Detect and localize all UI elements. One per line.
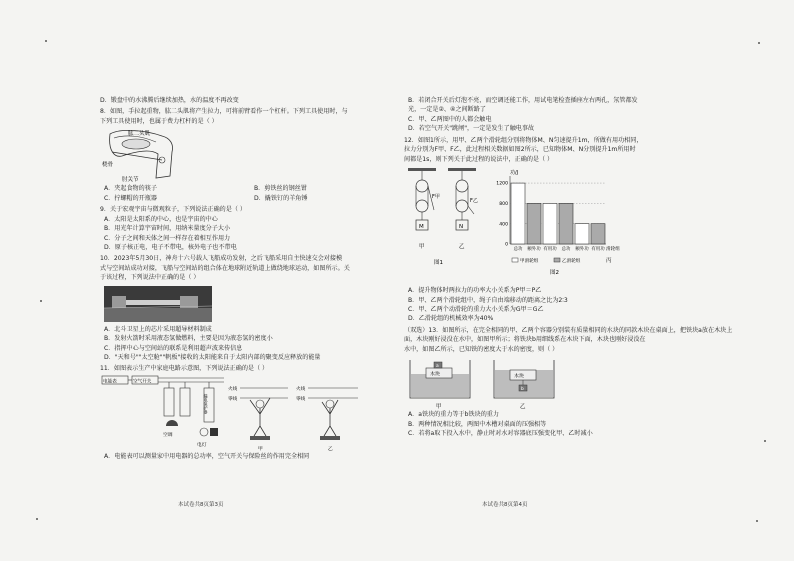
air-switch-label: 空气开关 xyxy=(133,379,152,385)
q9-option-c[interactable]: C．分子之间和天体之间一样存在着相互作用力 xyxy=(104,234,231,242)
chart-y-tick-label: 800 xyxy=(499,202,508,208)
q10-stem: 10．2023年5月30日，神舟十六号载人飞船成功发射，之后飞船采用自主快速交会对接模 xyxy=(100,255,343,263)
q10-option-d[interactable]: D．"天和号""太空舱""帆板"接收的太阳能来自于太阳内部的聚变反应释放的能量 xyxy=(104,354,321,361)
q8-option-b[interactable]: B．剪铁丝的钢丝钳 xyxy=(254,185,307,193)
label-elbow: 肘关节 xyxy=(122,177,139,184)
block-m-label: M xyxy=(419,224,424,231)
wood-label-jia: 木块 xyxy=(430,371,441,378)
iron-b-label: b xyxy=(521,387,524,393)
q12-stem-3: 间都是1s，则下列关于此过程的说法中，正确的是（ ） xyxy=(404,155,554,163)
q11-option-b[interactable]: B．若闭合开关后灯泡不亮，而空调还能工作，用试电笔检查插座左右两孔，氖管都发 xyxy=(408,97,638,104)
legend-swatch-yi xyxy=(554,258,560,262)
chart-bar xyxy=(543,203,557,244)
chart-x-suffix: 滑轮组 xyxy=(606,247,620,253)
q11-stem: 11．如图表示生产中家庭电路示意图，下列说法正确的是（ ） xyxy=(100,365,269,373)
meter-label: 电能表 xyxy=(103,379,117,385)
space-station-photo xyxy=(104,286,212,322)
fig-bing-label: 丙 xyxy=(606,258,612,265)
fig2-label: 图2 xyxy=(550,270,559,277)
work-bar-chart xyxy=(488,166,638,286)
zero-line-label-1: 零线 xyxy=(228,396,238,402)
block-n-label: N xyxy=(459,224,464,231)
scan-speck xyxy=(36,518,38,520)
q10-option-c[interactable]: C．指挥中心与空间站的联系是利用超声波来传信息 xyxy=(104,344,243,352)
q11-option-b-cont: 光，一定是②、④之间断路了 xyxy=(408,106,486,114)
legend-swatch-jia xyxy=(512,258,518,262)
pulley-yi-label: 乙 xyxy=(459,244,465,251)
chart-y-tick-label: 400 xyxy=(499,222,508,228)
leak-protector-label: 漏电保护器 xyxy=(203,393,209,414)
right-footer: 本试卷共8页第4页 xyxy=(482,502,528,508)
left-footer: 本试卷共8页第3页 xyxy=(178,502,224,508)
chart-x-tick-label: 额外功 xyxy=(575,247,589,253)
q7-option-d: D．锻盘中的水沸腾后继续加热，水的温度不再改变 xyxy=(100,97,239,104)
q8-options xyxy=(100,184,392,203)
chart-x-tick-label: 额外功 xyxy=(527,247,541,253)
q10-option-b[interactable]: B．发射火箭时采用液态氢做燃料，主要是因为液态氢的密度小 xyxy=(104,335,273,343)
label-radius: 桡骨 xyxy=(102,162,114,169)
q10-option-a[interactable]: A．北斗卫星上的芯片采用超导材料制成 xyxy=(104,325,212,333)
chart-x-tick-label: 有用功 xyxy=(591,247,605,253)
chart-bar xyxy=(559,203,573,244)
q8-stem: 8．如图，手拉起重物，肱二头肌将产生拉力，可将前臂看作一个杠杆。下列工具使用时，与 xyxy=(100,108,348,116)
q13-option-b[interactable]: B．两种情况相比较，两图中木槽对桌面的压强相等 xyxy=(408,420,547,428)
q11-option-d[interactable]: D．若空气开关"跳闸"，一定是发生了触电事故 xyxy=(408,125,535,133)
chart-x-tick-label: 总功 xyxy=(513,247,523,253)
q13-stem-3: 水中，如图乙所示，已知铁的密度大于水的密度，则（ ） xyxy=(404,345,559,353)
chart-x-tick-label: 有用功 xyxy=(543,247,557,253)
q11-option-a[interactable]: A．电能表可以测量家中用电器的总功率，空气开关与保险丝的作用完全相同 xyxy=(104,452,310,460)
q10-stem-2: 式与空间站成功对接，飞船与空间站的组合体在地球附近轨道上做绕地球运动，如图所示。关 xyxy=(100,264,350,272)
force-jia-label: F甲 xyxy=(432,194,440,201)
q12-option-a[interactable]: A．提升物体时两拉力的功率大小关系为P甲＝P乙 xyxy=(408,287,542,295)
scan-speck xyxy=(756,520,758,522)
container-figure xyxy=(404,354,604,410)
q12-option-d[interactable]: D．乙滑轮组的机械效率为40% xyxy=(408,315,494,323)
container-yi-label: 乙 xyxy=(520,404,526,411)
pulley-jia-label: 甲 xyxy=(419,244,425,251)
q12-stem-2: 拉力分别为F甲、F乙，此过程相关数据如图2所示，已知物体M、N分别提升1m所用时 xyxy=(404,146,636,154)
iron-a-label: a xyxy=(436,364,439,370)
right-column xyxy=(404,96,733,438)
q13-option-a[interactable]: A．a铁块的重力等于b铁块的重力 xyxy=(408,411,499,419)
q13-stem-2: 面，木块刚好浸没在水中，如图甲所示；将铁块b用细线系在木块下面，木块也刚好浸没在 xyxy=(404,336,646,344)
chart-bar xyxy=(575,224,589,244)
q12-option-b[interactable]: B．甲、乙两个滑轮组中，绳子自由端移动的距离之比为2∶3 xyxy=(408,296,568,304)
q9-option-b[interactable]: B．用光年计算宇宙时间，用纳米量度分子大小 xyxy=(104,225,231,233)
fig1-label: 图1 xyxy=(434,260,443,267)
container-jia-label: 甲 xyxy=(436,404,442,411)
chart-y-tick-label: 0 xyxy=(505,242,508,248)
label-biceps: 肱二头肌 xyxy=(128,131,151,138)
pulley-figure xyxy=(404,166,482,286)
chart-x-tick-label: 总功 xyxy=(561,247,571,253)
ac-label: 空调 xyxy=(163,432,173,438)
q11-option-c[interactable]: C．甲、乙两图中的人都会触电 xyxy=(408,115,492,123)
q10-stem-3: 于该过程，下列说法中正确的是（ ） xyxy=(100,274,200,282)
q9-option-d[interactable]: D．原子核正电，电子不带电，核外电子也不带电 xyxy=(104,243,237,251)
force-yi-label: F乙 xyxy=(470,198,478,205)
q8-stem-2: 下列工具使用时，也属于费力杠杆的是（ ） xyxy=(100,117,218,125)
q12-option-c[interactable]: C．甲、乙两个动滑轮的重力大小关系为G甲＝G乙 xyxy=(408,305,544,313)
fire-line-label-1: 火线 xyxy=(228,386,238,392)
q8-option-d[interactable]: D．撬铁钉的羊角锤 xyxy=(254,194,308,202)
scan-speck xyxy=(758,42,760,44)
chart-ylabel: 功/J xyxy=(510,170,519,177)
q9-stem: 9．关于宏观宇宙与微观粒子，下列说法正确的是（ ） xyxy=(100,206,246,214)
legend-jia: 甲滑轮组 xyxy=(520,259,539,265)
legend-yi: 乙滑轮组 xyxy=(562,259,581,265)
q12-stem: 12．如图1所示，用甲、乙两个滑轮组分别将物体M、N匀速提升1m，所做有用功相同， xyxy=(404,136,643,144)
fig-yi-label: 乙 xyxy=(328,446,333,452)
chart-bar xyxy=(527,203,541,244)
lamp-label: 电灯 xyxy=(197,442,207,448)
chart-y-tick-label: 1200 xyxy=(496,181,508,187)
fire-line-label-2: 火线 xyxy=(296,386,306,392)
wood-label-yi: 木块 xyxy=(514,373,525,380)
fig-jia-label: 甲 xyxy=(258,446,263,452)
q13-option-c[interactable]: C．若将a取下投入水中，静止时对水对容器底压强变化甲、乙时减小 xyxy=(408,430,593,437)
q8-option-a[interactable]: A．夹起食物的筷子 xyxy=(104,185,157,193)
scan-speck xyxy=(764,440,766,442)
arm-figure xyxy=(100,126,220,184)
q8-option-c[interactable]: C．拧螺帽的开瓶器 xyxy=(104,194,158,202)
scan-speck xyxy=(45,40,47,42)
q12-figures xyxy=(404,166,696,286)
circuit-figure xyxy=(100,374,362,452)
zero-line-label-2: 零线 xyxy=(296,396,306,402)
scan-speck xyxy=(40,300,42,302)
chart-bar xyxy=(511,183,525,244)
q9-option-a[interactable]: A．太阳是太阳系的中心，也是宇宙的中心 xyxy=(104,215,218,223)
q13-stem: （双选）13．如图所示，在完全相同的甲、乙两个容器分别装有质量相同的水块的同款木块在桌面上，把铁块a放在木块上 xyxy=(404,326,733,334)
left-column xyxy=(100,96,392,461)
chart-bar xyxy=(591,224,605,244)
